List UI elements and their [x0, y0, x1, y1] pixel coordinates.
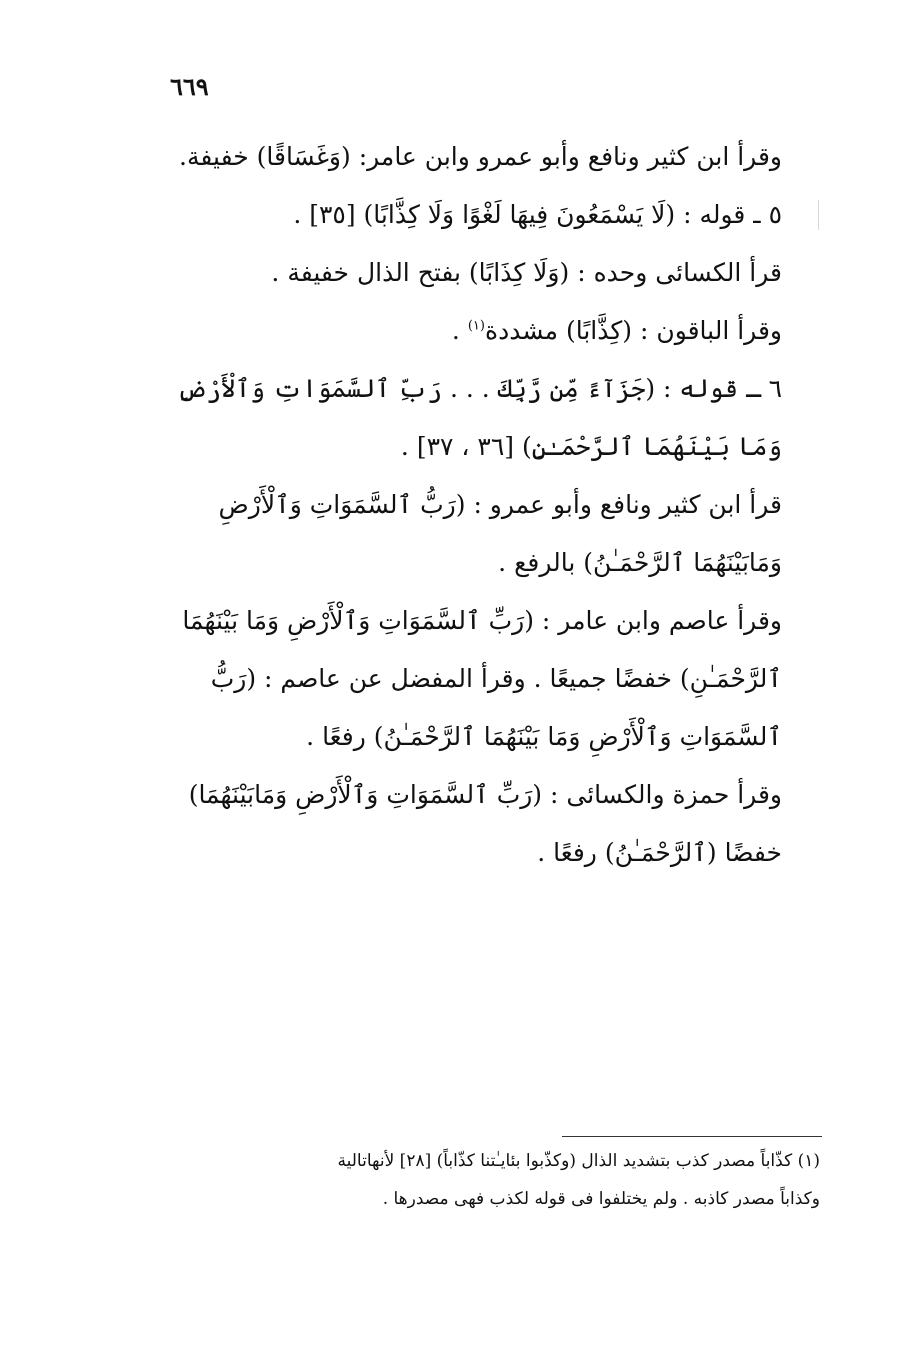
paragraph-5: ٦ ـ قوله : (جَزَآءً مِّن رَّبِّكَ . . . رَبِّ ٱلسَّمَوَاتِ وَٱلْأَرْضِ وَمَا بَيْنَهُمَا ٱلرَّحْمَـٰنِ) [٣٦ ، ٣٧] .: [177, 374, 782, 461]
paragraph-2: ٥ ـ قوله : (لَا يَسْمَعُونَ فِيهَا لَغْوًا وَلَا كِذَّابًا) [٣٥] .: [293, 200, 782, 229]
footnote-divider: [562, 1136, 822, 1137]
paragraph-4-text: وقرأ الباقون : (كِذَّابًا) مشددة: [484, 316, 782, 345]
paragraph-3: قرأ الكسائى وحده : (وَلَا كِذَابًا) بفتح الذال خفيفة .: [271, 258, 782, 287]
footnote-line-1: (١) كذّاباً مصدر كذب بتشديد الذال (وكذّبوا بئايـٰتنا كذّاباً) [٢٨] لأنهاتالية: [337, 1151, 820, 1171]
main-text: [160, 128, 810, 882]
page-number: ٦٦٩: [170, 72, 209, 101]
paragraph-8: وقرأ حمزة والكسائى : (رَبِّ ٱلسَّمَوَاتِ وَٱلْأَرْضِ وَمَابَيْنَهُمَا) خفضًا (ٱلرَّحْمَـٰنُ) رفعًا .: [188, 780, 782, 867]
footnote-ref[interactable]: (١): [467, 318, 485, 334]
paragraph-6: قرأ ابن كثير ونافع وأبو عمرو : (رَبُّ ٱلسَّمَوَاتِ وَٱلْأَرْضِ وَمَابَيْنَهُمَا ٱلرَّحْمَـٰنُ) بالرفع .: [218, 490, 782, 577]
footnote: [160, 1142, 820, 1218]
margin-mark: [818, 200, 819, 230]
footnote-line-2: وكذاباً مصدر كاذبه . ولم يختلفوا فى قوله لكذب فهى مصدرها .: [382, 1189, 820, 1209]
paragraph-1: وقرأ ابن كثير ونافع وأبو عمرو وابن عامر: (وَغَسَاقًا) خفيفة.: [179, 142, 782, 171]
paragraph-4: [160, 302, 810, 360]
paragraph-4-tail: .: [451, 316, 468, 345]
paragraph-7: وقرأ عاصم وابن عامر : (رَبِّ ٱلسَّمَوَاتِ وَٱلْأَرْضِ وَمَا بَيْنَهُمَا ٱلرَّحْمَـٰنِ) خفضًا جميعًا . وقرأ المفضل عن عاصم : (رَبُّ ٱلسَّمَوَاتِ وَٱلْأَرْضِ وَمَا بَيْنَهُمَا ٱلرَّحْمَـٰنُ) رفعًا .: [182, 606, 782, 751]
